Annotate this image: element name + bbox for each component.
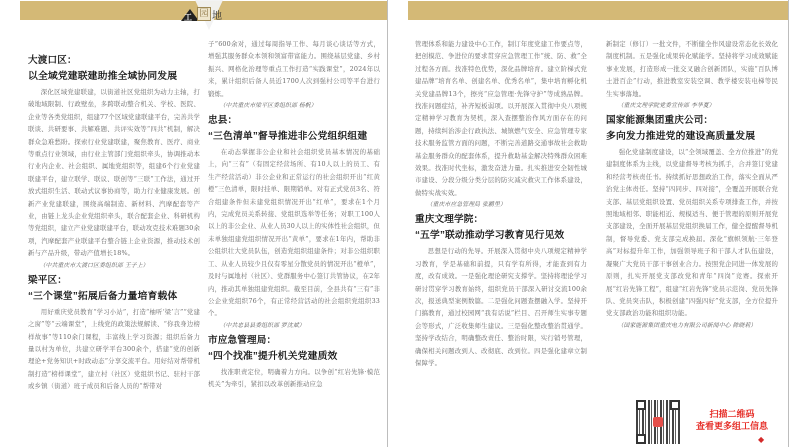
article-body: 深化区域党建联建，以街道社区党组织为动力主轴，打破地域限制、行政壁垒，多跨联动整合机关、学校、医院、企业等各类党组织，组建77个区域党建联建平台，完善共学联谈、共研要事、共解难题、共评实效等“四共”机制，解决群众急难愁盼。探索行业党建联建，聚焦教育、医疗、商业等重点行业领域，由行业主管部门党组织牵头，协调推动本行业内企业、社会组织、属地党组织等，组建6个行业党建联建平台，建立联学、联议、联创等“三联”工作法，通过开放式组织生活、联动式议事协商等，助力行业健康发展。创新产业党建联建，围绕高端制造、新材料、汽摩配套等产业，由链上龙头企业党组织牵头，联合配套企业、科研机构等党组织，建立产业党建联建平台，联动攻克技术难题30余项，汽摩配套产业联建平台整合链上企业资源，推动技术创新与产品升级，带动产值增长18%。 xyxy=(28,88,200,258)
article-byline: （中共忠县县委组织部 罗沈斌） xyxy=(219,322,305,329)
section-logo xyxy=(177,0,237,34)
article-body: 管理体系和能力建设中心工作，制订年度党建工作要点等，把创模范、争进位的要求贯穿应急管理工作“统、防、救”全过程各方面。找准特色优势，深化品牌培育。建立阶梯式党建品牌“培育名单、创建名单、优秀名单”，集中培育孵化机关党建品牌13个，擦亮“应急管理·先锋守护”等成熟品牌。找准问题症结，补齐短板弱项。以开展深入贯彻中央八项规定精神学习教育为契机，深入查摆整治作风方面存在的问题，持续纠治涉企行政执法、城镇燃气安全、应急管理专家技术服务监管方面的问题，不断完善道路交通事故社会救助基金服务群众的配套体系，提升救助基金解决特殊群众困难效果。找准时代坐标，激发奋进力量。扎实推进安全韧性城市建设、分段分级分类分层的防灾减灾救灾工作体系建设，做特实战实效。 xyxy=(415,40,587,197)
right-column-1 xyxy=(415,38,587,369)
right-page xyxy=(408,0,789,447)
qr-finder-icon xyxy=(670,400,680,410)
article-body: 新制定（修订）一批文件，不断健全作风建设常态化长效化制度机制。五是强化成果转化赋能学。坚持将学习成效赋能事业发展，打造形成一批交叉融合创新团队，实施“百队博士进百企”行动，推进教室安装空调、教学楼安装电梯等民生实事落地。 xyxy=(606,40,778,98)
article-body: 思想是行动的先导。开展深入贯彻中央八项规定精神学习教育，学是基础和前提，只有学有所得，才能查到有力度，改有成效。一是强化理论研究支撑学。坚持将理论学习研讨贯穿学习教育始终，组织党员干部深入研讨交流100余次，报送典型案例数篇。二是强化问题查摆融入学。坚持开门搞教育，通过校园网“我有话说”栏目、召开师生实事专题会等形式，广泛收集师生建议。三是强化整改整治贯通学。坚持学改结合，明确整改责任、整治时限，实行销号管理，确保相关问题改到人、改彻底、改到位。四是强化建章立制保障学。 xyxy=(415,247,587,367)
article-org: 梁平区： xyxy=(28,274,67,286)
article-headline: “三个课堂”拓展后备力量培育载体 xyxy=(28,290,178,302)
qr-caption xyxy=(692,408,772,432)
qr-logo-icon xyxy=(653,417,663,427)
article-emergency-bureau-continued xyxy=(415,38,587,211)
right-column-2 xyxy=(606,38,778,332)
article-byline: （国家能源集团重庆电力有限公司新闻中心 陈晓莉） xyxy=(617,322,757,329)
party-emblem-icon: ◆ xyxy=(758,435,765,444)
logo-char-3: 地 xyxy=(212,11,222,22)
left-page xyxy=(20,0,388,447)
header-band xyxy=(408,1,788,20)
article-headline: “五学”联动推动学习教育见行见效 xyxy=(415,230,565,242)
article-wenli-college-continued xyxy=(606,38,778,112)
left-column-1 xyxy=(28,52,200,393)
article-org: 忠县： xyxy=(208,115,238,127)
article-body: 找准职责定位，明确着力方向。以争创“红岩先锋·模范机关”为牵引，紧扣以改革创新推动应急 xyxy=(208,367,380,389)
qr-promo xyxy=(636,398,786,447)
article-liangping xyxy=(28,272,200,393)
article-org: 重庆文理学院： xyxy=(415,214,484,226)
qr-finder-icon xyxy=(636,434,646,444)
left-column-2 xyxy=(208,38,380,391)
logo-char-1: 工 xyxy=(184,13,192,22)
qr-finder-icon xyxy=(636,400,646,410)
article-byline: （重庆市应急管理局 张鹏里） xyxy=(426,202,506,209)
article-org: 大渡口区： xyxy=(28,55,77,66)
article-liangping-continued xyxy=(208,38,380,112)
logo-char-2: 园 xyxy=(197,7,211,21)
qr-caption-line-2: 查看更多组工信息 xyxy=(695,421,768,431)
article-body: 子”600余对，通过每周指导工作、每月谈心谈话等方式，增强其服务群众本领和领富带富能力。围绕基层党建、乡村振兴、网格化治理等重点工作打造“实践课堂”，2024年以来，累计组织后备人员近1700人次到强村公司等平台进行锻炼。 xyxy=(208,40,380,98)
article-emergency-bureau xyxy=(208,332,380,391)
article-headline: 多向发力推进党的建设高质量发展 xyxy=(606,131,756,143)
article-headline: “四个找准”提升机关党建质效 xyxy=(208,350,338,362)
article-body: 强化党建制度建设，以“全领域覆盖、全方位推进”的党建制度体系为主线，以党建督导考核为抓手，合并签订党建和经营考核责任书。持续抓好思想政治工作，落实全面从严治党主体责任。坚持“四同步、四对接”，全覆盖开展联合党支部、基层党组织设置、党员组织关系专项排查工作，并按照地域相邻、职能相近、规模适当、便于管理的原则开展党支部建设，全面开展基层党组织换届工作，健全提醒督导机制，督导党委、党支部完成换届。深化“旗帜领航·三年登高”对标提升年工作，加强领导班子和干部人才队伍建设，凝聚广大党员干部干事创业合力。按照党企同进一体发展的原则，扎实开展党支部改党和青年“四岗”竞赛。探索开展“红岩先锋工程”，组建“红岩先锋”党员示范岗、党员先锋队、党员突击队，积极创建“四强四好”党支部，全方位提升党支部政治功能和组织功能。 xyxy=(606,148,778,318)
qr-caption-line-1: 扫描二维码 xyxy=(709,409,755,419)
article-org: 国家能源集团重庆公司： xyxy=(606,115,714,127)
article-org: 市应急管理局： xyxy=(208,334,277,346)
article-byline: （中共重庆市大渡口区委组织部 王子上） xyxy=(39,262,149,269)
article-byline: （中共重庆市梁平区委组织部 杨帆） xyxy=(219,103,317,110)
qr-code[interactable] xyxy=(636,400,680,444)
article-body: 在动态掌握非公企业和社会组织党员基本情况的基础上，向“三有”（有固定经营场所、有10人以上的员工、有生产经营活动）非公企业和正常运行的社会组织开出“红黄橙”三色清单，限时挂单、限期销单。对有正式党员3名、符合组建条件但未建党组织情况开出“红单”，要求在1个月内，完成党员关系转接、党组织选举等任务；对职工100人以上的非公企业、从业人员30人以上的实体性社会组织，但未单独组建党组织情况开出“黄单”，要求在1年内，帮助非公组织壮大党员队伍，创造党组织组建条件；对非公组织职工、从业人员较少且仅有零星分散党员的情况开出“橙单”，及时与属地村（社区）、党群服务中心签订共管协议，在2年内，推动其单独组建党组织。截至目前，全县共有“三有”非公企业党组织76个，有正常经营活动的社会组织党组织33个。 xyxy=(208,148,380,318)
article-headline: “三色清单”督导推进非公党组织组建 xyxy=(208,131,368,143)
article-dadukou xyxy=(28,52,200,272)
article-body: 用好重庆党员教育“学习小站”，打造“柚听‘梁’言”“党建之窗”等“云端课堂”，上线党的政策法规解读、“你我身边榜样故事”等110余门课程，丰富线上学习资源；组织后备力量以村为单位，共建立研学平台300余个，搭建“党的创新理论+党务知识+时政动态”分享交流平台。用好结对帮带机制打造“榜样课堂”，建立村（社区）党组织书记、驻村干部或乡镇（街道）班子成员和后备人员的“帮带对 xyxy=(28,307,200,391)
article-zhongxian xyxy=(208,112,380,332)
article-energy-group xyxy=(606,112,778,332)
article-byline: （重庆文理学院党委宣传部 李华夏） xyxy=(617,103,715,110)
article-headline: 以全域党建联建助推全域协同发展 xyxy=(28,71,178,82)
article-wenli-college xyxy=(415,211,587,369)
